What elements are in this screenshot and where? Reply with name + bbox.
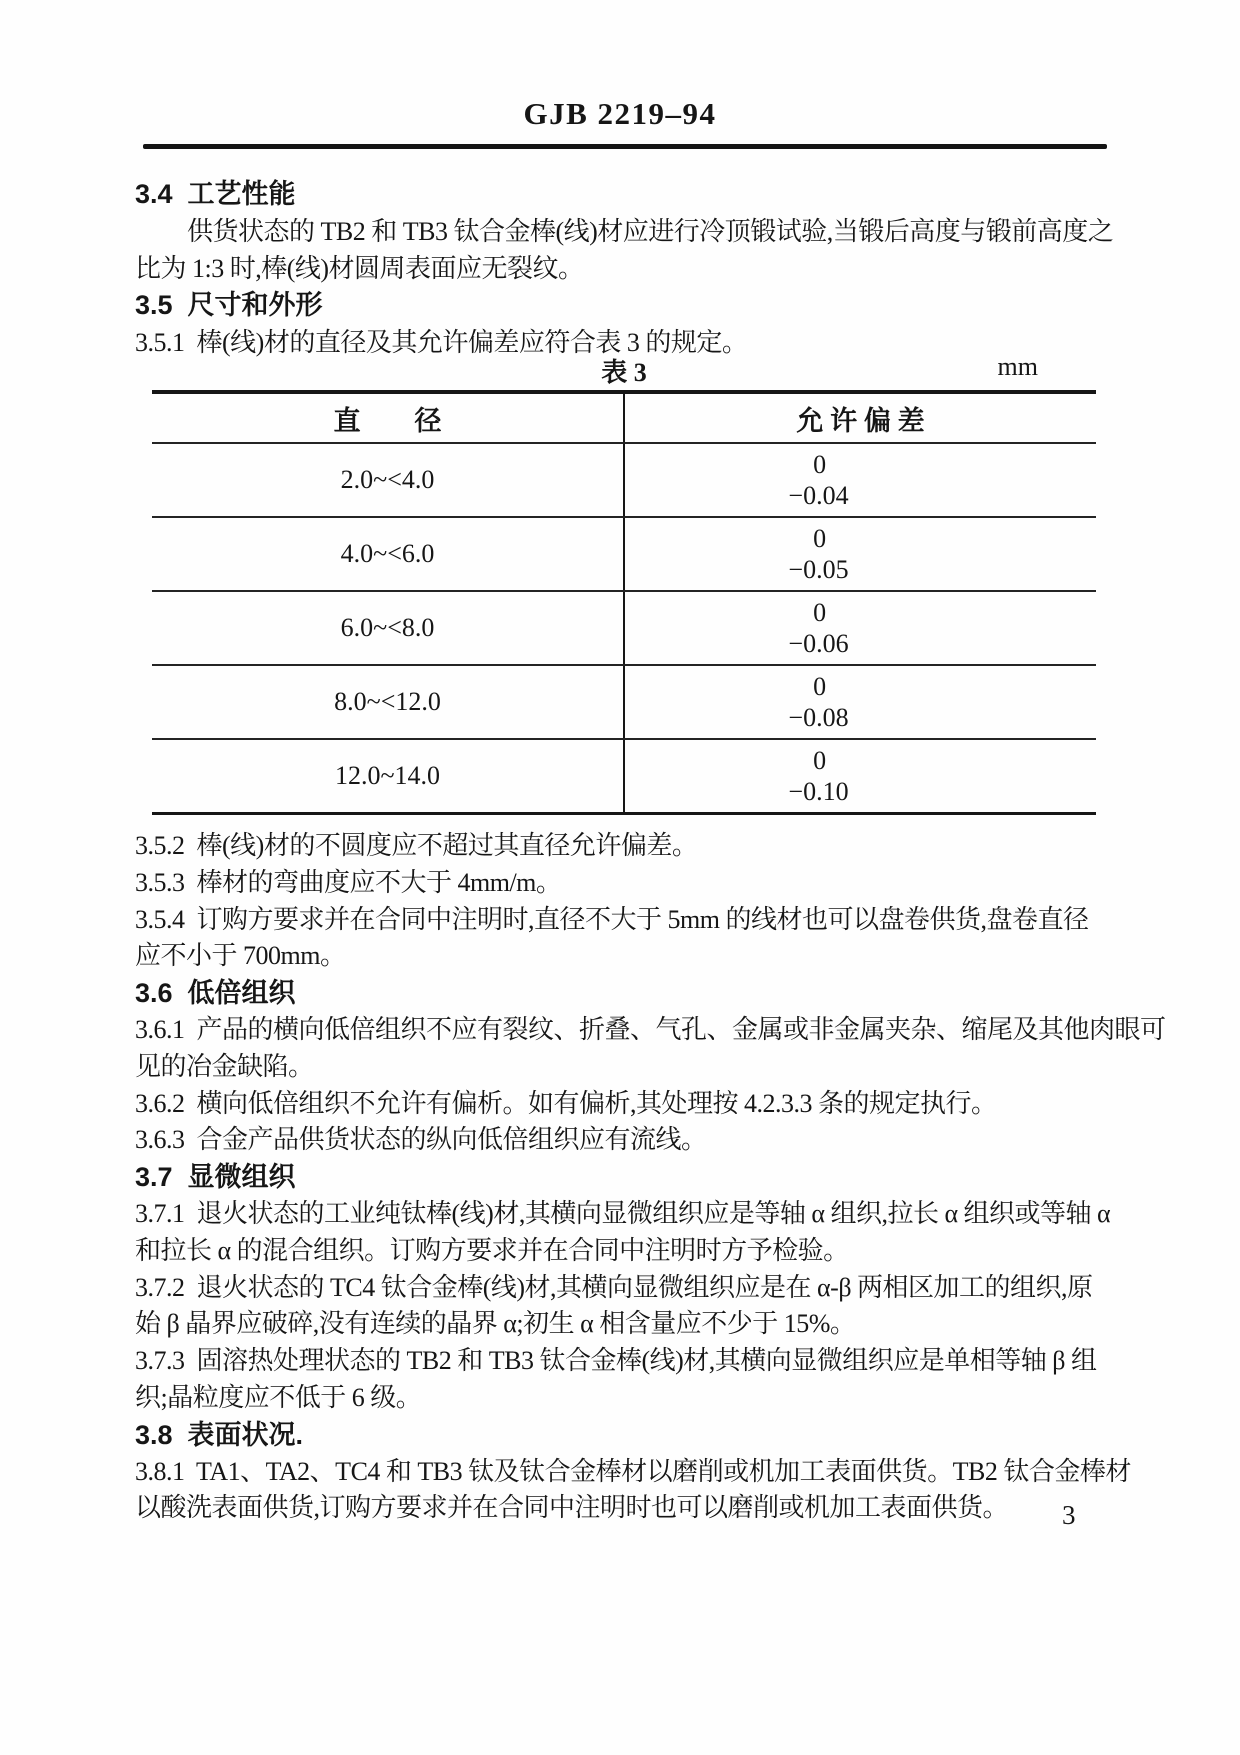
table-row bbox=[152, 444, 1096, 518]
column-header-tolerance: 允 许 偏 差 bbox=[796, 405, 925, 436]
table-row bbox=[152, 740, 1096, 812]
tolerance-lower: −0.04 bbox=[788, 481, 849, 510]
header-rule bbox=[143, 144, 1107, 149]
diameter-cell: 6.0~<8.0 bbox=[152, 592, 625, 664]
section-block-before-table bbox=[135, 176, 1135, 361]
tolerance-upper: 0 bbox=[813, 746, 827, 775]
section-heading-3-4: 3.4 工艺性能 bbox=[135, 179, 296, 209]
paragraph-line: 以酸洗表面供货,订购方要求并在合同中注明时也可以磨削或机加工表面供货。 bbox=[135, 1493, 1009, 1523]
tolerance-upper: 0 bbox=[813, 672, 827, 701]
paragraph-line: 始 β 晶界应破碎,没有连续的晶界 α;初生 α 相含量应不少于 15%。 bbox=[135, 1309, 856, 1339]
diameter-cell: 4.0~<6.0 bbox=[152, 518, 625, 590]
column-header-diameter: 直 径 bbox=[152, 394, 625, 442]
tolerance-cell bbox=[625, 592, 1096, 664]
section-heading-3-5: 3.5 尺寸和外形 bbox=[135, 290, 323, 320]
table-row bbox=[152, 592, 1096, 666]
paragraph-line: 3.7.3 固溶热处理状态的 TB2 和 TB3 钛合金棒(线)材,其横向显微组织应是单相等轴 β 组 bbox=[135, 1346, 1097, 1376]
paragraph-line: 3.7.1 退火状态的工业纯钛棒(线)材,其横向显微组织应是等轴 α 组织,拉长 α 组织或等轴 α bbox=[135, 1198, 1111, 1228]
tolerance-lower: −0.05 bbox=[788, 555, 849, 584]
diameter-cell: 8.0~<12.0 bbox=[152, 666, 625, 738]
tolerance-upper: 0 bbox=[813, 450, 827, 479]
paragraph-line: 应不小于 700mm。 bbox=[135, 941, 346, 971]
table-caption-row bbox=[152, 352, 1096, 386]
paragraph-line: 3.5.2 棒(线)材的不圆度应不超过其直径允许偏差。 bbox=[135, 831, 698, 860]
tolerance-upper: 0 bbox=[813, 524, 827, 553]
paragraph-line: 见的冶金缺陷。 bbox=[135, 1051, 314, 1081]
section-block-after-table bbox=[135, 828, 1166, 1527]
table-row bbox=[152, 666, 1096, 740]
page-number: 3 bbox=[1062, 1500, 1076, 1530]
paragraph-line: 3.7.2 退火状态的 TC4 钛合金棒(线)材,其横向显微组织应是在 α-β 两相区加工的组织,原 bbox=[135, 1272, 1093, 1302]
tolerance-lower: −0.08 bbox=[788, 703, 849, 732]
tolerance-lower: −0.10 bbox=[788, 777, 849, 806]
tolerance-cell bbox=[625, 444, 1096, 516]
paragraph-line: 3.5.3 棒材的弯曲度应不大于 4mm/m。 bbox=[135, 867, 562, 897]
tolerance-cell bbox=[625, 666, 1096, 738]
diameter-cell: 12.0~14.0 bbox=[152, 740, 625, 812]
table-caption: 表 3 bbox=[601, 358, 647, 387]
paragraph-line: 织;晶粒度应不低于 6 级。 bbox=[135, 1382, 422, 1412]
section-heading-3-7: 3.7 显微组织 bbox=[135, 1162, 296, 1193]
standard-number-header: GJB 2219–94 bbox=[523, 96, 717, 131]
tolerance-cell bbox=[625, 740, 1096, 812]
table-3 bbox=[152, 390, 1096, 815]
paragraph-line: 3.8.1 TA1、TA2、TC4 和 TB3 钛及钛合金棒材以磨削或机加工表面供货。TB2 钛合金棒材 bbox=[135, 1456, 1131, 1486]
tolerance-upper: 0 bbox=[813, 598, 827, 627]
tolerance-lower: −0.06 bbox=[788, 629, 849, 658]
paragraph-line: 比为 1:3 时,棒(线)材圆周表面应无裂纹。 bbox=[135, 254, 584, 283]
table-row bbox=[152, 518, 1096, 592]
paragraph-line: 3.6.1 产品的横向低倍组织不应有裂纹、折叠、气孔、金属或非金属夹杂、缩尾及其他肉眼可 bbox=[135, 1014, 1166, 1044]
paragraph-line: 3.6.3 合金产品供货状态的纵向低倍组织应有流线。 bbox=[135, 1125, 707, 1155]
section-heading-3-8: 3.8 表面状况. bbox=[135, 1419, 304, 1450]
diameter-cell: 2.0~<4.0 bbox=[152, 444, 625, 516]
table-header-row bbox=[152, 394, 1096, 444]
paragraph-line: 3.6.2 横向低倍组织不允许有偏析。如有偏析,其处理按 4.2.3.3 条的规定执行。 bbox=[135, 1088, 997, 1118]
paragraph-line: 和拉长 α 的混合组织。订购方要求并在合同中注明时方予检验。 bbox=[135, 1235, 849, 1265]
tolerance-cell bbox=[625, 518, 1096, 590]
section-heading-3-6: 3.6 低倍组织 bbox=[135, 978, 296, 1009]
unit-label: mm bbox=[997, 352, 1038, 381]
paragraph-line: 3.5.4 订购方要求并在合同中注明时,直径不大于 5mm 的线材也可以盘卷供货,盘卷直径 bbox=[135, 904, 1089, 934]
paragraph-line: 供货状态的 TB2 和 TB3 钛合金棒(线)材应进行冷顶锻试验,当锻后高度与锻前高度之 bbox=[187, 217, 1114, 246]
paragraph-line: 3.5.1 棒(线)材的直径及其允许偏差应符合表 3 的规定。 bbox=[135, 328, 748, 357]
